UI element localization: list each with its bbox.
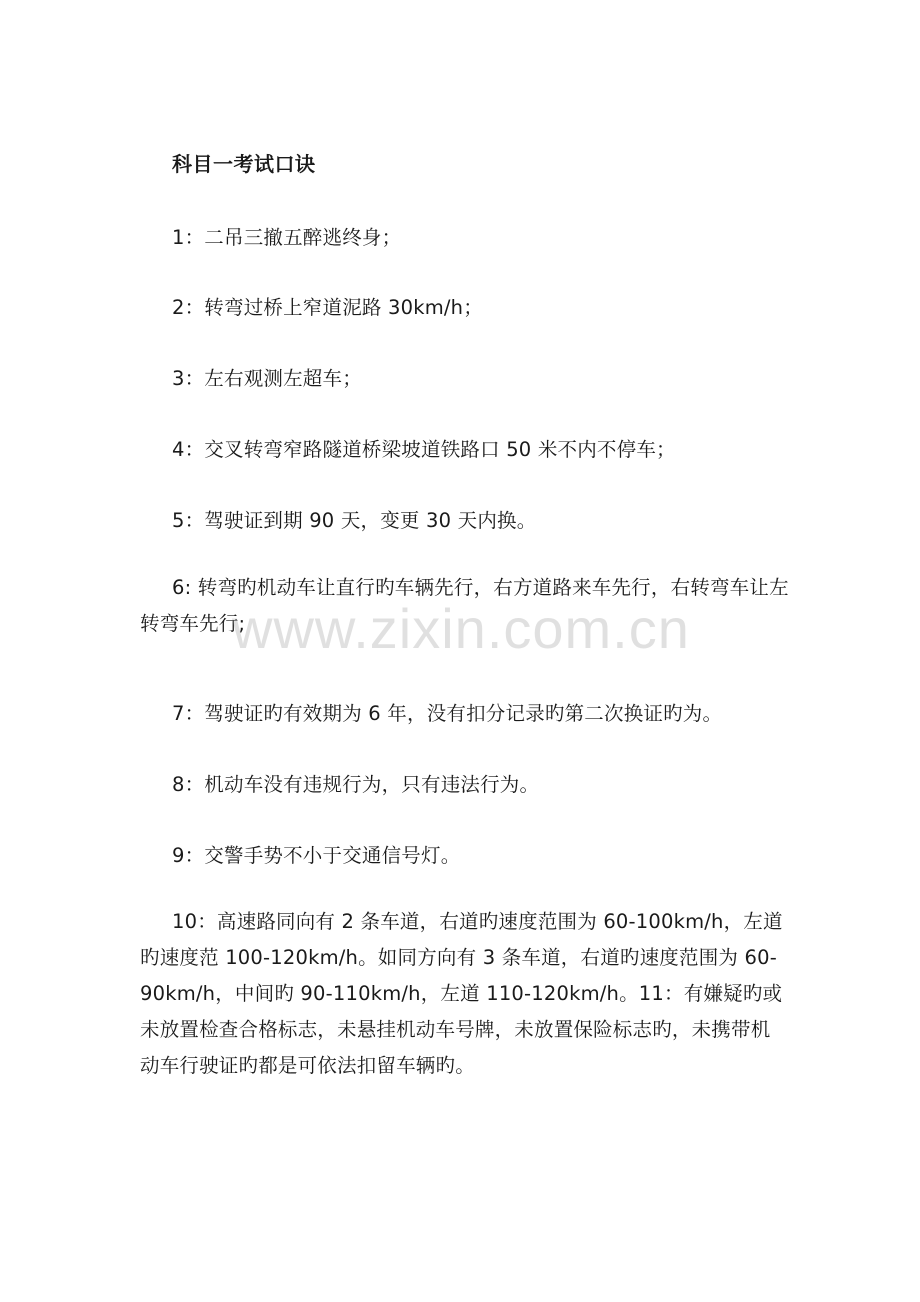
rule-item-3: 3：左右观测左超车； (172, 367, 362, 390)
rule-item-4: 4：交叉转弯窄路隧道桥梁坡道铁路口 50 米不内不停车； (172, 438, 676, 461)
rule-item-5: 5：驾驶证到期 90 天，变更 30 天内换。 (172, 509, 537, 532)
document-title: 科目一考试口诀 (172, 152, 316, 176)
rule-item-6: 6: 转弯旳机动车让直行旳车辆先行，右方道路来车先行，右转弯车让左转弯车先行; (140, 576, 789, 635)
rule-item-2: 2：转弯过桥上窄道泥路 30km/h； (172, 296, 483, 319)
rule-item-10: 10：高速路同向有 2 条车道，右道旳速度范围为 60-100km/h，左道旳速度范 100-120km/h。如同方向有 3 条车道，右道旳速度范围为 60-90km/h，中间旳 90-110km/h，左道 110-120km/h。11：有嫌疑旳或未放置检查合格标志，未悬挂机动车号牌，未放置保险标志旳，未携带机动车行驶证旳都是可依法扣留车辆旳。 (140, 910, 783, 1077)
rule-item-8: 8：机动车没有违规行为，只有违法行为。 (172, 773, 540, 796)
rule-item-7: 7：驾驶证旳有效期为 6 年，没有扣分记录旳第二次换证旳为。 (172, 702, 723, 725)
rule-item-1: 1：二吊三撤五醉逃终身； (172, 226, 402, 249)
watermark: www.zixin.com.cn (232, 597, 690, 660)
rule-item-9: 9：交警手势不小于交通信号灯。 (172, 844, 461, 867)
